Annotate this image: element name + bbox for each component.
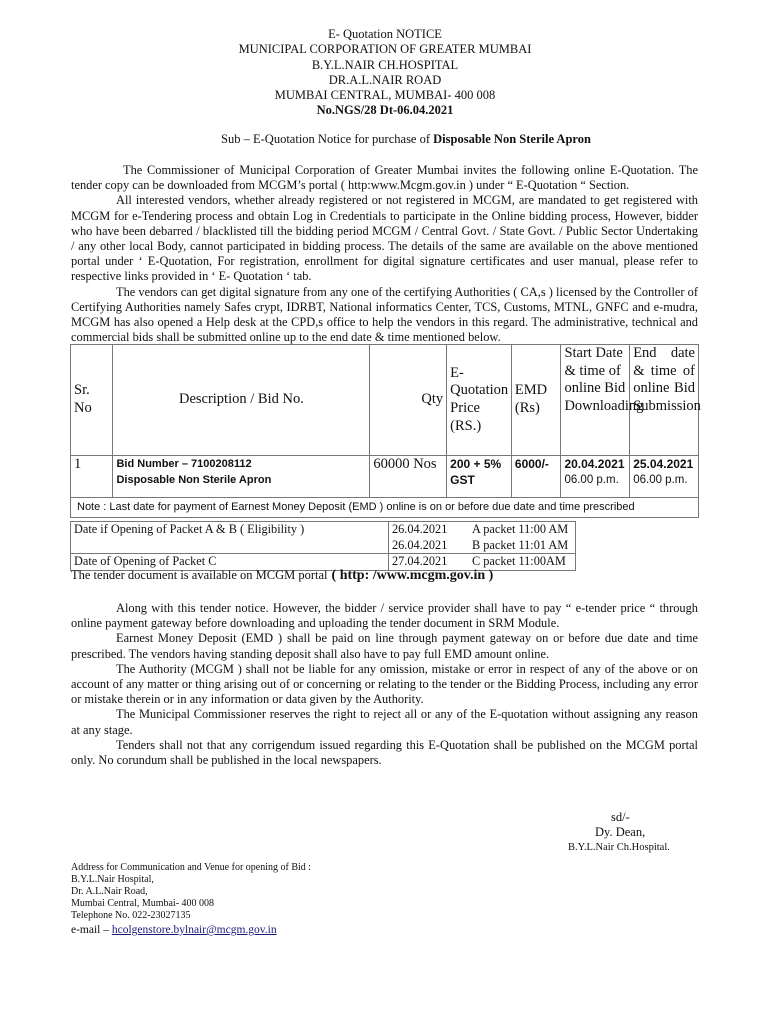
address-line-3: Mumbai Central, Mumbai- 400 008 <box>71 898 215 909</box>
terms-paragraph-1: Along with this tender notice. However, the bidder / service provider shall have to pay “ e-tender price “ through online payment gateway before downloading and uploading the tender document in SRM Module. <box>71 601 698 631</box>
address-heading: Address for Communication and Venue for opening of Bid : <box>71 862 312 873</box>
telephone: Telephone No. 022-23027135 <box>71 910 191 921</box>
packet-b-time: B packet 11:01 AM <box>472 537 569 552</box>
hospital-road: DR.A.L.NAIR ROAD <box>328 72 442 87</box>
item-name: Disposable Non Sterile Apron <box>116 474 272 486</box>
table-header-row <box>71 345 699 456</box>
end-time: 06.00 p.m. <box>633 474 688 486</box>
packet-ab-label: Date if Opening of Packet A & B ( Eligibility ) <box>71 522 389 554</box>
start-date: 20.04.2021 <box>564 457 625 471</box>
intro-paragraph-1: The Commissioner of Municipal Corporation of Greater Mumbai invites the following online E-Quotation. The tender copy can be downloaded from MCGM’s portal ( http:www.Mcgm.gov.in ) under “ E-Quotation “ Section. <box>71 163 698 193</box>
row-description <box>113 456 370 498</box>
email-line <box>71 924 311 936</box>
header-description: Description / Bid No. <box>113 345 370 456</box>
header-price: E-Quotation Price (RS.) <box>447 345 512 456</box>
address-block <box>71 862 311 936</box>
notice-title: E- Quotation NOTICE <box>328 27 442 41</box>
hospital-name: B.Y.L.NAIR CH.HOSPITAL <box>311 57 459 72</box>
intro-paragraph-3: The vendors can get digital signature from any one of the certifying Authorities ( CA,s ) licensed by the Controller of Certifying Authorities namely Safes crypt, IDRBT, National informatics Center, TCS, Customs, MTNL, GNFC and e-mudra, MCGM has also opened a Help desk at the CPD,s office to help the vendors in this regard. The administrative, technical and commercial bids shall be submitted online up to the end date & time mentioned below. <box>71 284 698 345</box>
terms-section <box>71 601 698 768</box>
corporation-name: MUNICIPAL CORPORATION OF GREATER MUMBAI <box>238 42 532 57</box>
address-line-1: B.Y.L.Nair Hospital, <box>71 874 154 885</box>
row-emd: 6000/- <box>511 456 561 498</box>
packet-a-date: 26.04.2021 <box>392 522 448 536</box>
row-price: 200 + 5% GST <box>447 456 512 498</box>
end-date: 25.04.2021 <box>633 457 694 471</box>
email-link[interactable]: hcolgenstore.bylnair@mcgm.gov.in <box>111 924 277 936</box>
terms-paragraph-4: The Municipal Commissioner reserves the right to reject all or any of the E-quotation without assigning any reason at any stage. <box>71 707 698 737</box>
packet-c-time: C packet 11:00AM <box>472 554 566 568</box>
signature-mark: sd/- <box>611 810 630 824</box>
subject-item: Disposable Non Sterile Apron <box>433 132 591 146</box>
row-qty: 60000 Nos <box>370 456 447 498</box>
notice-header <box>0 27 770 119</box>
packet-c-date: 27.04.2021 <box>392 554 448 568</box>
subject-prefix: Sub – E-Quotation Notice for purchase of <box>221 132 434 146</box>
subject-line <box>0 132 770 147</box>
signatory-org: B.Y.L.Nair Ch.Hospital. <box>568 842 670 853</box>
address-line-2: Dr. A.L.Nair Road, <box>71 886 148 897</box>
header-qty: Qty <box>370 345 447 456</box>
header-start-date: Start Date & time of online Bid Downloading <box>561 345 630 456</box>
opening-dates-table <box>70 521 576 571</box>
terms-paragraph-2: Earnest Money Deposit (EMD ) shall be paid on line through payment gateway on or before due date and time prescribed. The vendors having standing deposit shall also have to pay full EMD amount online. <box>71 631 698 661</box>
signatory-title: Dy. Dean, <box>595 825 646 839</box>
table-row <box>71 522 576 554</box>
portal-url[interactable]: ( http: /www.mcgm.gov.in ) <box>331 568 494 583</box>
terms-paragraph-5: Tenders shall not that any corrigendum issued regarding this E-Quotation shall be published on the MCGM portal only. No corundum shall be published in the local newspapers. <box>71 737 698 768</box>
terms-paragraph-3: The Authority (MCGM ) shall not be liable for any omission, mistake or error in respect of any of the above or on account of any matter or thing arising out of or concerning or relating to the tender or the Bidding Process, including any error or mistake therein or in any information or data given by the Authority. <box>71 661 698 707</box>
table-row <box>71 456 699 498</box>
row-end-date <box>630 456 699 498</box>
header-emd: EMD (Rs) <box>511 345 561 456</box>
intro-paragraph-2: All interested vendors, whether already registered or not registered in MCGM, are mandated to get registered with MCGM for e-Tendering process and obtain Log in Credentials to participate in the Online bidding process, However, bidder who have been debarred / blacklisted till the bidding period MCGM / Central Govt. / State Govt. / Public Sector Undertaking / any other local Body, cannot participated in bidding process. The details of the same are available on the above mentioned portal under ‘ E-Quotation, For registration, enrollment for digital signature certificates and user manual, please refer to respective links provided in ‘ E- Quotation ‘ tab. <box>71 193 698 284</box>
intro-section <box>71 163 698 345</box>
row-sr-no: 1 <box>71 456 113 498</box>
packet-c-label: Date of Opening of Packet C <box>71 554 389 571</box>
hospital-city: MUMBAI CENTRAL, MUMBAI- 400 008 <box>274 88 496 103</box>
email-label: e-mail – <box>71 924 112 936</box>
start-time: 06.00 p.m. <box>564 474 619 486</box>
header-end-date: End date & time of online Bid Submission <box>630 345 699 456</box>
bid-number: Bid Number – 7100208112 <box>116 458 252 470</box>
packet-b-date: 26.04.2021 <box>392 537 448 552</box>
packet-a-time: A packet 11:00 AM <box>472 522 569 536</box>
emd-note: Note : Last date for payment of Earnest Money Deposit (EMD ) online is on or before due date and time prescribed <box>70 497 699 518</box>
row-start-date <box>561 456 630 498</box>
packet-ab-schedule <box>389 522 576 554</box>
portal-line <box>71 568 493 584</box>
reference-number: No.NGS/28 Dt-06.04.2021 <box>316 103 454 118</box>
portal-text: The tender document is available on MCGM portal <box>71 568 328 582</box>
tender-table <box>70 344 699 498</box>
header-sr-no: Sr. No <box>71 345 113 456</box>
